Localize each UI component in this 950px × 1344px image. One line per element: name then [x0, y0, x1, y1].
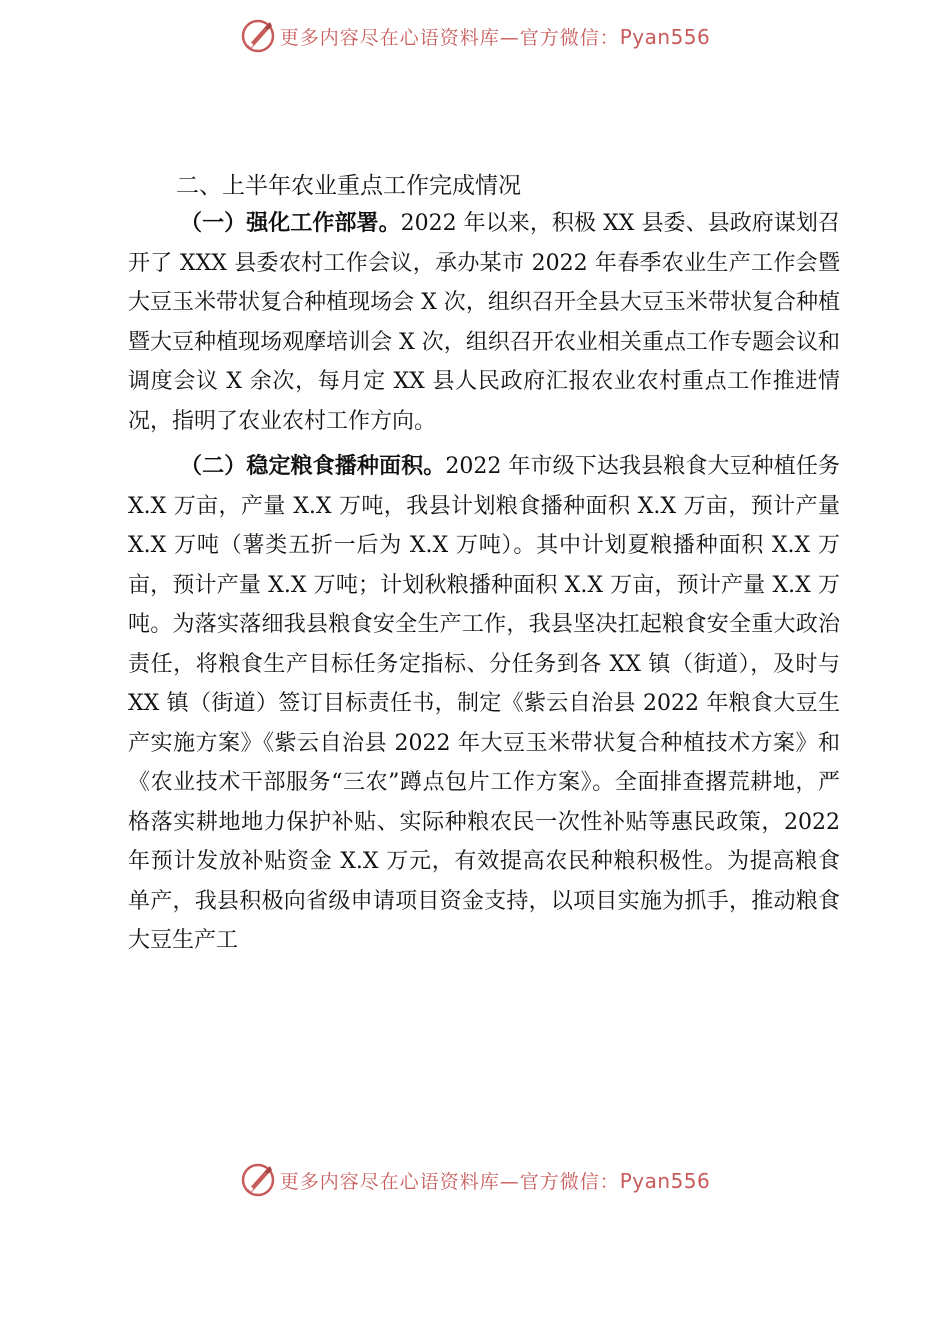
- paragraph-body: 2022 年以来，积极 XX 县委、县政府谋划召开了 XXX 县委农村工作会议，承办某市 2022 年春季农业生产工作会暨大豆玉米带状复合种植现场会 X 次，组织召开全县大豆玉米带状复合种植暨大豆种植现场观摩培训会 X 次，组织召开农业相关重点工作专题会议和调度会议 X 余次，每月定 XX 县人民政府汇报农业农村重点工作推进情况，指明了农业农村工作方向。: [128, 211, 840, 434]
- watermark-handle: Pyan556: [619, 24, 711, 49]
- paragraph-lead: （二）稳定粮食播种面积。: [180, 454, 446, 479]
- watermark-handle: Pyan556: [619, 1168, 711, 1193]
- watermark-text: [280, 23, 711, 50]
- watermark-text: [280, 1167, 711, 1194]
- paragraph-grain-area: [128, 447, 840, 961]
- paragraph-body: 2022 年市级下达我县粮食大豆种植任务 X.X 万亩，产量 X.X 万吨，我县计划粮食播种面积 X.X 万亩，预计产量 X.X 万吨（薯类五折一后为 X.X 万吨）。其中计划夏粮播种面积 X.X 万亩，预计产量 X.X 万吨；计划秋粮播种面积 X.X 万亩，预计产量 X.X 万吨。为落实落细我县粮食安全生产工作，我县坚决扛起粮食安全重大政治责任，将粮食生产目标任务定指标、分任务到各 XX 镇（街道），及时与 XX 镇（街道）签订目标责任书，制定《紫云自治县 2022 年粮食大豆生产实施方案》《紫云自治县 2022 年大豆玉米带状复合种植技术方案》和《农业技术干部服务“三农”蹲点包片工作方案》。全面排查撂荒耕地，严格落实耕地地力保护补贴、实际种粮农民一次性补贴等惠民政策，2022 年预计发放补贴资金 X.X 万元，有效提高农民种粮积极性。为提高粮食单产，我县积极向省级申请项目资金支持，以项目实施为抓手，推动粮食大豆生产工: [128, 454, 840, 953]
- watermark-caption: 更多内容尽在心语资料库—官方微信：: [279, 1170, 620, 1193]
- fountain-pen-seal-icon: [240, 18, 276, 54]
- document-body: [128, 168, 840, 961]
- header-watermark: [0, 14, 950, 58]
- watermark-caption: 更多内容尽在心语资料库—官方微信：: [279, 26, 620, 49]
- section-heading: 二、上半年农业重点工作完成情况: [176, 173, 521, 199]
- footer-watermark: [0, 1158, 950, 1202]
- fountain-pen-seal-icon: [240, 1162, 276, 1198]
- paragraph-work-deployment: [128, 204, 840, 441]
- paragraph-lead: （一）强化工作部署。: [180, 211, 401, 236]
